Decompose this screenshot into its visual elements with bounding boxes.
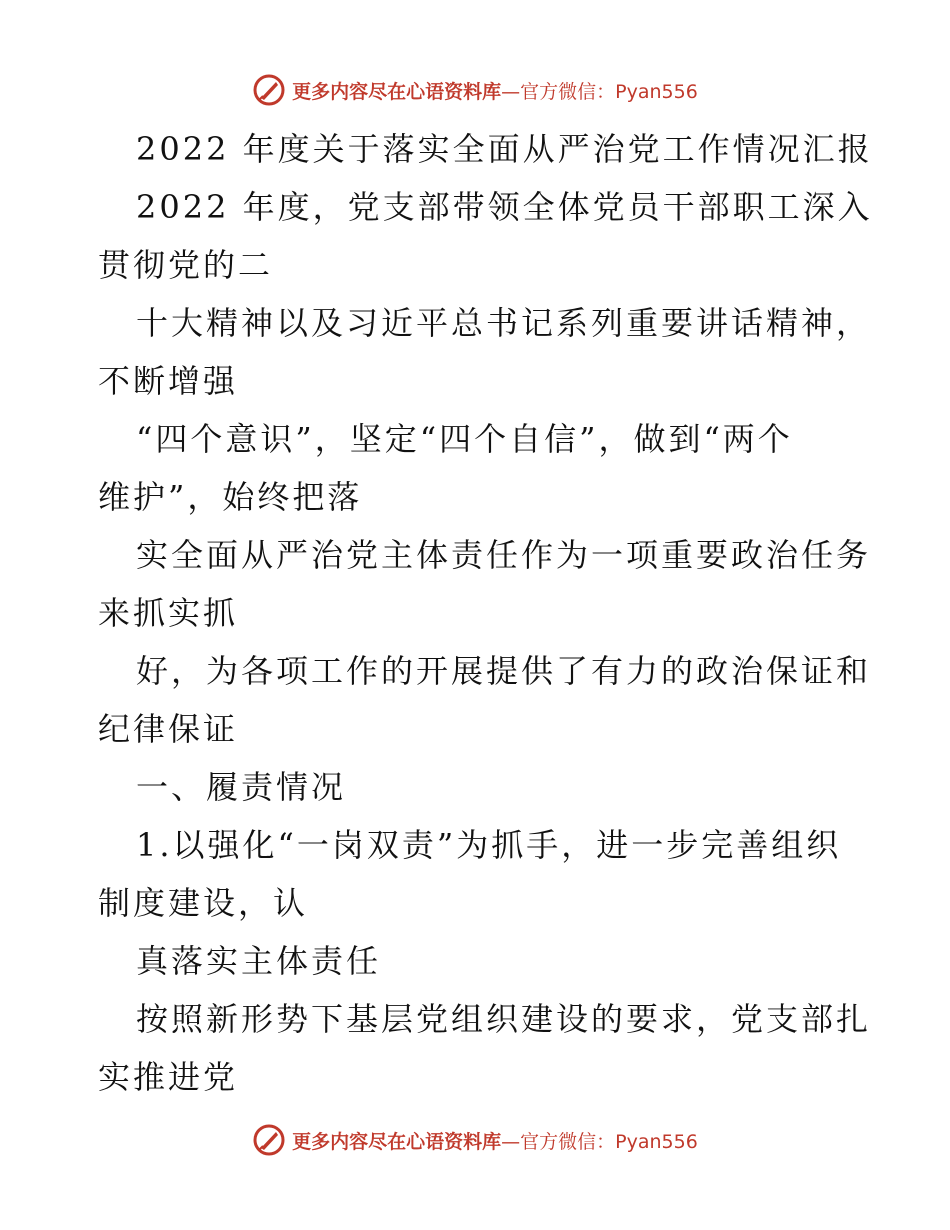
- text-line: 十大精神以及习近平总书记系列重要讲话精神，: [136, 304, 872, 342]
- text-line: 实全面从严治党主体责任作为一项重要政治任务: [136, 536, 872, 574]
- text-line: 真落实主体责任: [136, 942, 382, 980]
- watermark-brand: 更多内容尽在心语资料库: [292, 80, 502, 103]
- watermark-text: [292, 77, 698, 104]
- text-line: 制度建设，认: [98, 884, 309, 922]
- text-line: “四个意识”，坚定“四个自信”，做到“两个: [136, 420, 793, 458]
- document-body: [98, 120, 873, 1106]
- watermark-contact: 官方微信：Pyan556: [520, 80, 698, 103]
- text-line: 纪律保证: [98, 710, 239, 748]
- text-line: 来抓实抓: [98, 594, 239, 632]
- text-line: 2022 年度关于落实全面从严治党工作情况汇报: [136, 130, 873, 168]
- quill-logo-icon: [252, 1123, 286, 1157]
- footer-watermark: [0, 1120, 950, 1160]
- text-line: 一、履责情况: [136, 768, 347, 806]
- text-line: 按照新形势下基层党组织建设的要求，党支部扎: [136, 1000, 872, 1038]
- text-line: 1.以强化“一岗双责”为抓手，进一步完善组织: [136, 826, 842, 864]
- quill-logo-icon: [252, 73, 286, 107]
- text-line: 2022 年度，党支部带领全体党员干部职工深入: [136, 188, 873, 226]
- text-line: 实推进党: [98, 1058, 239, 1096]
- watermark-text: [292, 1127, 698, 1154]
- text-line: 维护”，始终把落: [98, 478, 363, 516]
- text-line: 好，为各项工作的开展提供了有力的政治保证和: [136, 652, 872, 690]
- text-line: 不断增强: [98, 362, 239, 400]
- watermark-separator: —: [501, 80, 521, 103]
- text-line: 贯彻党的二: [98, 246, 274, 284]
- header-watermark: [0, 70, 950, 110]
- watermark-brand: 更多内容尽在心语资料库: [292, 1130, 502, 1153]
- watermark-contact: 官方微信：Pyan556: [520, 1130, 698, 1153]
- watermark-separator: —: [501, 1130, 521, 1153]
